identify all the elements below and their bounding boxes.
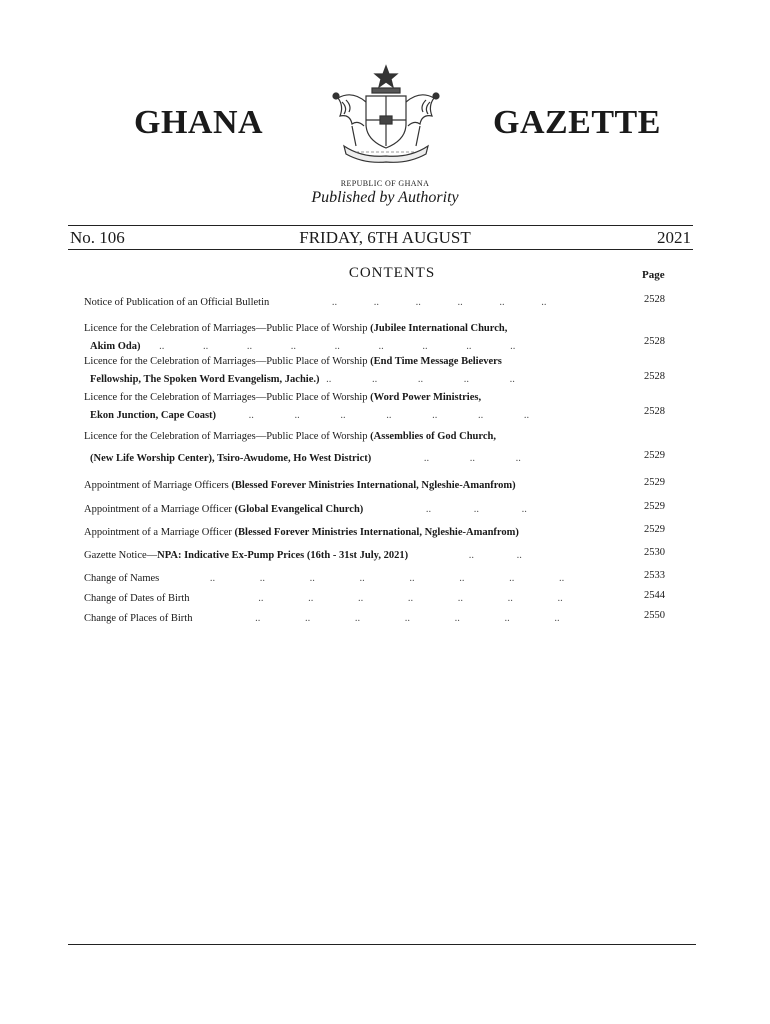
contents-entry[interactable] [84, 428, 614, 468]
entry-title: Licence for the Celebration of Marriages—Public Place of Worship [84, 356, 371, 367]
contents-entry[interactable] [84, 570, 614, 588]
entry-page: 2528 [644, 406, 665, 417]
contents-entry[interactable] [84, 547, 614, 565]
entry-title-bold: (Assemblies of God Church, [370, 431, 496, 442]
entry-title: Licence for the Celebration of Marriages—Public Place of Worship [84, 323, 371, 334]
entry-title-bold: Fellowship, The Spoken Word Evangelism, Jachie.) [90, 374, 320, 385]
entry-title: Change of Names [84, 573, 160, 584]
entry-title: Notice of Publication of an Official Bulletin [84, 297, 270, 308]
leader-dots: .. .. .. [425, 504, 527, 515]
entry-title: Licence for the Celebration of Marriages—Public Place of Worship [84, 392, 371, 403]
contents-entry[interactable] [84, 353, 614, 389]
entry-title-bold: Akim Oda) [90, 341, 141, 352]
leader-dots: .. .. .. .. .. .. .. [258, 593, 563, 604]
leader-dots: .. .. .. .. .. .. .. [248, 410, 530, 421]
entry-title-bold: (Global Evangelical Church) [234, 504, 364, 515]
entry-page: 2530 [644, 547, 665, 558]
entry-title-bold: (Word Power Ministries, [370, 392, 482, 403]
entry-page: 2529 [644, 501, 665, 512]
entry-title: Gazette Notice— [84, 550, 158, 561]
leader-dots: .. .. .. [423, 453, 521, 464]
contents-entry[interactable] [84, 389, 614, 425]
leader-dots: .. .. .. .. .. .. .. .. [209, 573, 565, 584]
issue-date: FRIDAY, 6TH AUGUST [299, 228, 471, 247]
contents-entry[interactable] [84, 590, 614, 608]
entry-title-bold: (Blessed Forever Ministries International, Ngleshie-Amanfrom) [231, 480, 516, 491]
entry-page: 2528 [644, 336, 665, 347]
entry-title: Appointment of a Marriage Officer [84, 527, 235, 538]
entry-page: 2529 [644, 477, 665, 488]
leader-dots: .. .. .. .. .. .. [331, 297, 547, 308]
entry-page: 2533 [644, 570, 665, 581]
masthead-ghana: GHANA [134, 104, 264, 141]
entry-page: 2544 [644, 590, 665, 601]
contents-entry[interactable] [84, 477, 614, 495]
entry-title-bold: (Blessed Forever Ministries International, Ngleshie-Amanfrom) [234, 527, 519, 538]
issue-top-rule [68, 225, 693, 226]
contents-entry[interactable] [84, 524, 614, 542]
entry-title: Licence for the Celebration of Marriages—Public Place of Worship [84, 431, 371, 442]
contents-entry[interactable] [84, 501, 614, 519]
republic-label: REPUBLIC OF GHANA [340, 179, 430, 188]
footer-rule [68, 944, 696, 945]
leader-dots: .. .. [468, 550, 522, 561]
entry-title-bold: NPA: Indicative Ex-Pump Prices (16th - 31st July, 2021) [157, 550, 409, 561]
issue-year: 2021 [657, 228, 691, 247]
leader-dots: .. .. .. .. .. .. .. .. .. [159, 341, 516, 352]
page-column-heading: Page [642, 269, 665, 281]
contents-entry[interactable] [84, 294, 614, 312]
entry-title-bold: Ekon Junction, Cape Coast) [90, 410, 217, 421]
entry-title: Appointment of a Marriage Officer [84, 504, 235, 515]
entry-page: 2550 [644, 610, 665, 621]
leader-dots: .. .. .. .. .. [326, 374, 515, 385]
leader-dots: .. .. .. .. .. .. .. [255, 613, 560, 624]
masthead-gazette: GAZETTE [493, 104, 661, 141]
issue-bottom-rule [68, 249, 693, 250]
entry-page: 2529 [644, 524, 665, 535]
entry-title: Change of Dates of Birth [84, 593, 190, 604]
contents-title: CONTENTS [348, 265, 436, 281]
entry-title-bold: (End Time Message Believers [370, 356, 502, 367]
entry-title-bold: (New Life Worship Center), Tsiro-Awudome, Ho West District) [90, 453, 372, 464]
entry-page: 2528 [644, 371, 665, 382]
contents-entry[interactable] [84, 610, 614, 628]
entry-title-bold: (Jubilee International Church, [370, 323, 508, 334]
authority-subtitle: Published by Authority [311, 189, 459, 206]
contents-entry[interactable] [84, 320, 614, 356]
ghana-coat-of-arms-icon [322, 62, 450, 166]
issue-number: No. 106 [70, 228, 125, 247]
entry-title: Appointment of Marriage Officers [84, 480, 232, 491]
entry-page: 2529 [644, 450, 665, 461]
entry-title: Change of Places of Birth [84, 613, 193, 624]
entry-page: 2528 [644, 294, 665, 305]
